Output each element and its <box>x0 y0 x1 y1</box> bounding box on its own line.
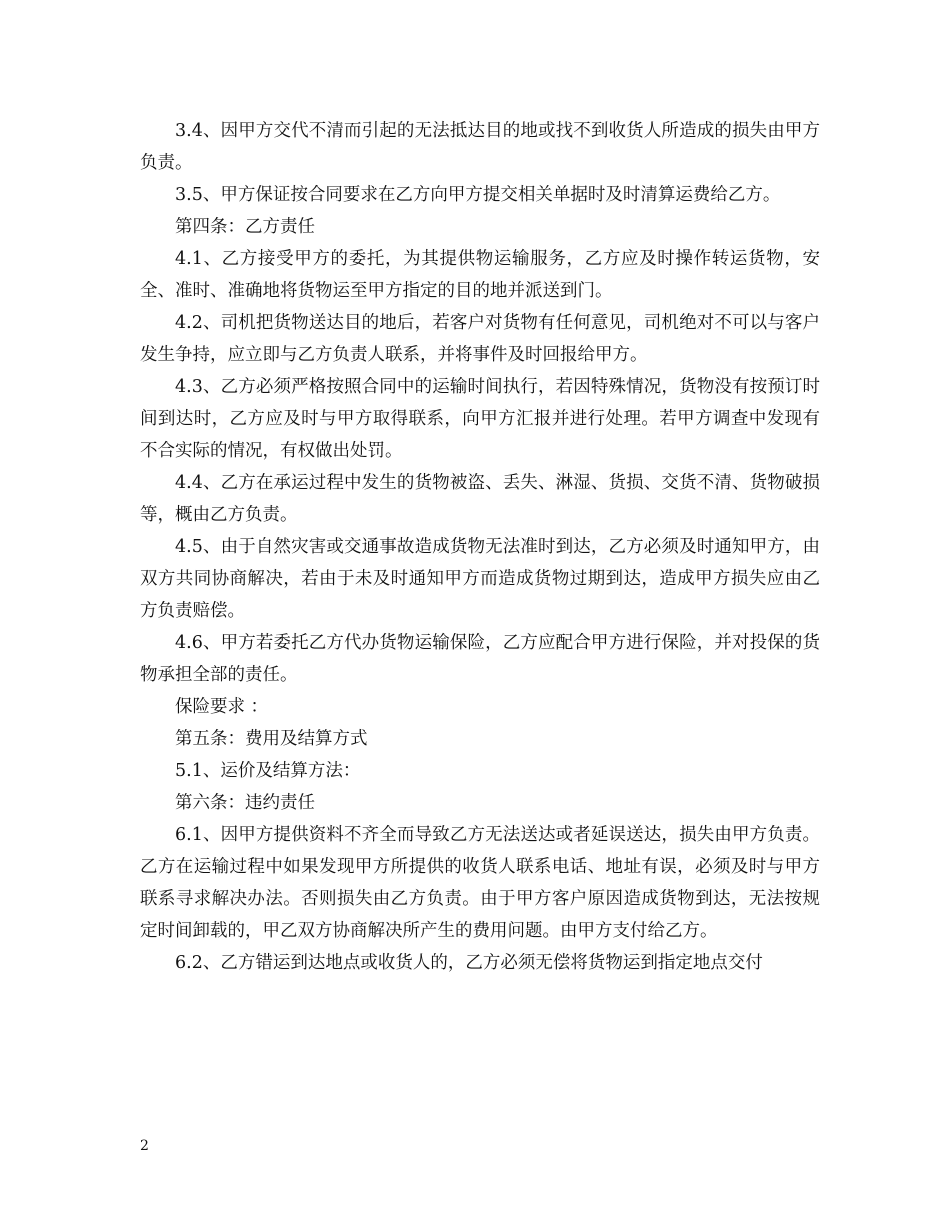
article-6-heading: 第六条：违约责任 <box>175 793 315 813</box>
clause-6-2: 6.2、乙方错运到达地点或收货人的，乙方必须无偿将货物运到指定地点交付 <box>175 953 763 973</box>
document-body <box>140 115 820 979</box>
clause-3-4: 3.4、因甲方交代不清而引起的无法抵达目的地或找不到收货人所造成的损失由甲方负责。 <box>140 121 820 173</box>
clause-4-5: 4.5、由于自然灾害或交通事故造成货物无法准时到达，乙方必须及时通知甲方，由双方共同协商解决，若由于未及时通知甲方而造成货物过期到达，造成甲方损失应由乙方负责赔偿。 <box>140 537 820 621</box>
article-5-heading: 第五条：费用及结算方式 <box>175 729 368 749</box>
clause-6-1: 6.1、因甲方提供资料不齐全而导致乙方无法送达或者延误送达，损失由甲方负责。乙方在运输过程中如果发现甲方所提供的收货人联系电话、地址有误，必须及时与甲方联系寻求解决办法。否则损失由乙方负责。由于甲方客户原因造成货物到达，无法按规定时间卸载的，甲乙双方协商解决所产生的费用问题。由甲方支付给乙方。 <box>140 825 820 941</box>
clause-4-6: 4.6、甲方若委托乙方代办货物运输保险，乙方应配合甲方进行保险，并对投保的货物承担全部的责任。 <box>140 633 820 685</box>
clause-4-4: 4.4、乙方在承运过程中发生的货物被盗、丢失、淋湿、货损、交货不清、货物破损等，概由乙方负责。 <box>140 473 820 525</box>
clause-4-1: 4.1、乙方接受甲方的委托，为其提供物运输服务，乙方应及时操作转运货物，安全、准时、准确地将货物运至甲方指定的目的地并派送到门。 <box>140 249 820 301</box>
article-4-heading: 第四条：乙方责任 <box>175 217 315 237</box>
page-number: 2 <box>140 1138 149 1154</box>
insurance-requirements: 保险要求 ： <box>175 697 269 717</box>
clause-4-2: 4.2、司机把货物送达目的地后，若客户对货物有任何意见，司机绝对不可以与客户发生争持，应立即与乙方负责人联系，并将事件及时回报给甲方。 <box>140 313 820 365</box>
clause-5-1: 5.1、运价及结算方法： <box>175 761 361 781</box>
clause-4-3: 4.3、乙方必须严格按照合同中的运输时间执行，若因特殊情况，货物没有按预订时间到达时，乙方应及时与甲方取得联系，向甲方汇报并进行处理。若甲方调查中发现有不合实际的情况，有权做出处罚。 <box>140 377 820 461</box>
clause-3-5: 3.5、甲方保证按合同要求在乙方向甲方提交相关单据时及时清算运费给乙方。 <box>175 185 781 205</box>
